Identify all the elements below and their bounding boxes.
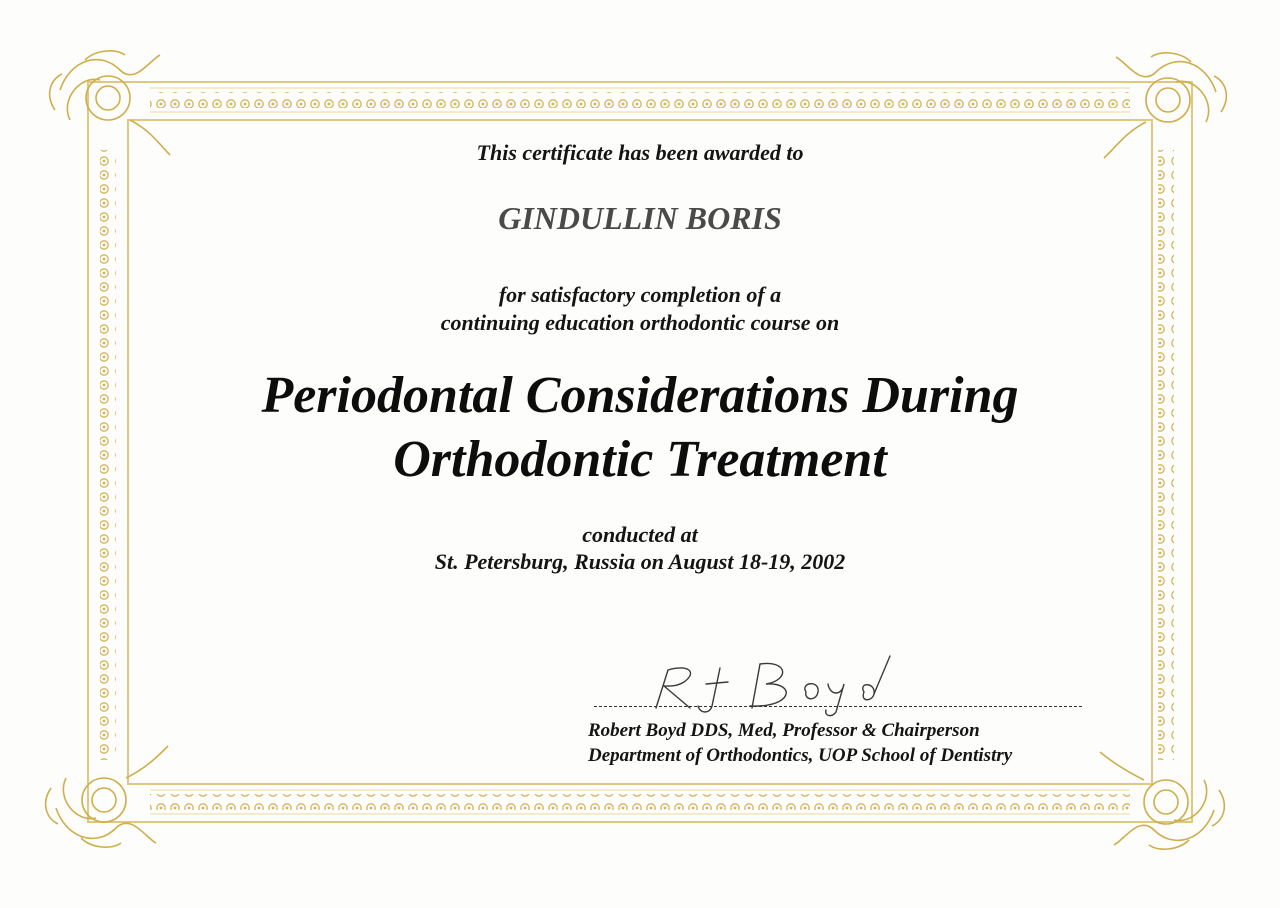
course-title-line-1: Periodontal Considerations During bbox=[261, 367, 1019, 424]
signer-department: Department of Orthodontics, UOP School of Dentistry bbox=[588, 745, 1013, 766]
completion-line-1: for satisfactory completion of a bbox=[498, 282, 782, 307]
conducted-line: conducted at bbox=[582, 522, 698, 547]
signer-title: Robert Boyd DDS, Med, Professor & Chairperson bbox=[588, 720, 980, 741]
handwritten-signature bbox=[628, 650, 928, 720]
awarded-line: This certificate has been awarded to bbox=[476, 140, 804, 165]
location-line: St. Petersburg, Russia on August 18-19, 2002 bbox=[434, 549, 846, 574]
bottom-chain bbox=[150, 794, 1130, 810]
signature-block bbox=[588, 650, 1088, 780]
course-title-line-2: Orthodontic Treatment bbox=[393, 431, 887, 488]
corner-ornament-bottom-left bbox=[46, 746, 168, 847]
completion-line-2: continuing education orthodontic course on bbox=[440, 310, 840, 335]
signature-line bbox=[594, 706, 1082, 707]
top-chain bbox=[150, 92, 1130, 108]
recipient-name: GINDULLIN BORIS bbox=[498, 200, 782, 236]
